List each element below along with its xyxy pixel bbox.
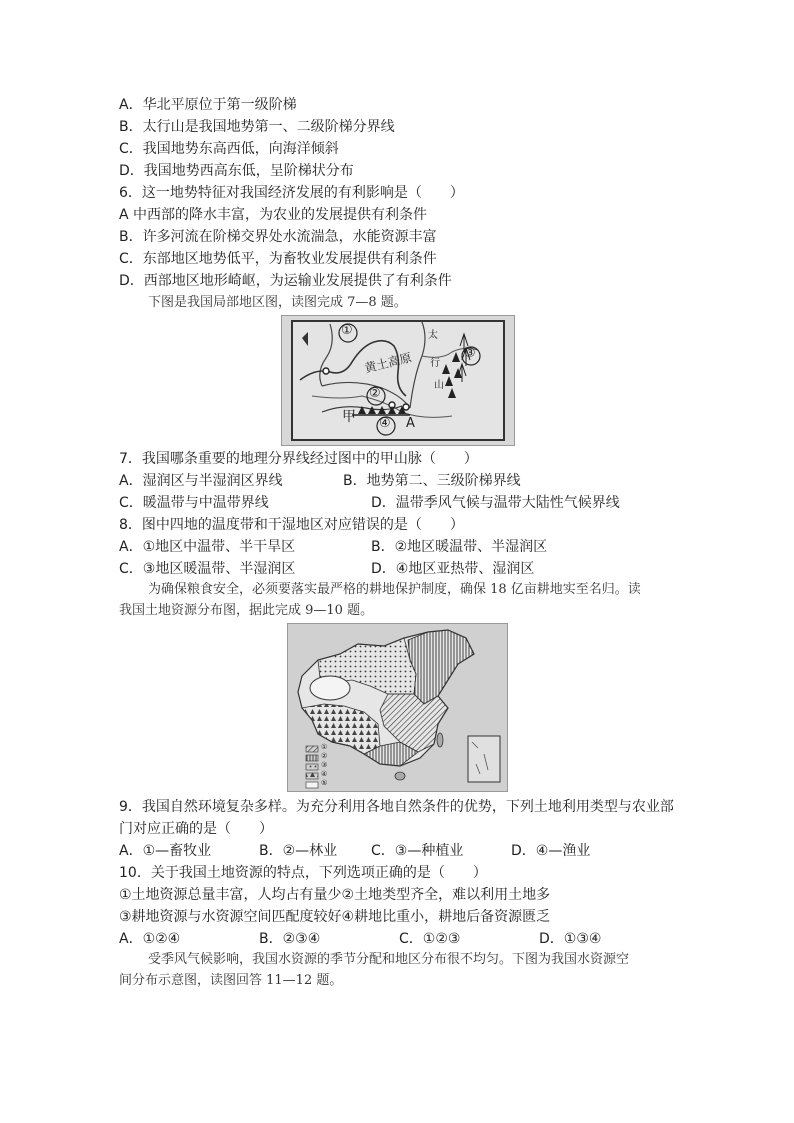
q9-option-c: C．③—种植业 [371, 843, 464, 859]
q7-option-d: D．温带季风气候与温带大陆性气候界线 [371, 495, 620, 511]
q5-option-b: B．太行山是我国地势第一、二级阶梯分界线 [119, 119, 395, 135]
q7-option-a: A．湿润区与半湿润区界线 [119, 473, 283, 489]
map1-label-shan: 山 [434, 380, 444, 391]
q8-option-c: C．③地区暖温带、半湿润区 [119, 561, 296, 577]
map1-label-3: ③ [464, 346, 476, 361]
q6-option-d: D．西部地区地形崎岖，为运输业发展提供了有利条件 [119, 273, 452, 289]
map1-label-plateau: 黄土高原 [363, 350, 414, 376]
map2-legend-item: ① [321, 743, 328, 751]
intro-7-8: 下图是我国局部地区图，读图完成 7—8 题。 [148, 295, 407, 310]
q5-option-c: C．我国地势东高西低，向海洋倾斜 [119, 141, 339, 157]
intro-11-12-line2: 间分布示意图，读图回答 11—12 题。 [119, 973, 343, 988]
q7-option-c: C．暖温带与中温带界线 [119, 495, 269, 511]
q10-option-b: B．②③④ [259, 931, 321, 947]
q9-stem-line2: 门对应正确的是（ ） [119, 821, 273, 837]
map2-legend-item: ③ [321, 761, 328, 769]
q8-option-a: A．①地区中温带、半干旱区 [119, 539, 296, 555]
q6-option-b: B．许多河流在阶梯交界处水流湍急，水能资源丰富 [119, 229, 437, 245]
map1-label-a: A [406, 416, 415, 431]
map1-label-2: ② [369, 386, 381, 401]
q7-stem: 7．我国哪条重要的地理分界线经过图中的甲山脉（ ） [119, 451, 478, 467]
q10-option-c: C．①②③ [399, 931, 461, 947]
q7-option-b: B．地势第二、三级阶梯界线 [343, 473, 521, 489]
q5-option-d: D．我国地势西高东低，呈阶梯状分布 [119, 163, 354, 179]
q8-stem: 8．图中四地的温度带和干湿地区对应错误的是（ ） [119, 517, 464, 533]
map1-label-jia: 甲 [342, 409, 356, 425]
regional-map-drawing [282, 316, 514, 445]
map1-label-hang: 行 [430, 358, 440, 369]
intro-9-10-line1: 为确保粮食安全，必须要落实最严格的耕地保护制度，确保 18 亿亩耕地实至名归。读 [148, 582, 641, 597]
q6-option-c: C．东部地区地势低平，为畜牧业发展提供有利条件 [119, 251, 437, 267]
map1-label-tai: 太 [428, 330, 438, 341]
q6-option-a: A 中西部的降水丰富，为农业的发展提供有利条件 [119, 207, 428, 223]
land-resources-map-figure [287, 623, 508, 792]
q10-option-d: D．①③④ [539, 931, 602, 947]
map2-legend [321, 743, 327, 788]
intro-9-10-line2: 我国土地资源分布图，据此完成 9—10 题。 [119, 603, 374, 618]
q6-stem: 6．这一地势特征对我国经济发展的有利影响是（ ） [119, 185, 464, 201]
q5-option-a: A．华北平原位于第一级阶梯 [119, 97, 297, 113]
map2-legend-item: ④ [321, 770, 328, 778]
map2-legend-item: ⑤ [321, 779, 328, 787]
q10-statement-line2: ③耕地资源与水资源空间匹配度较好④耕地比重小，耕地后备资源匮乏 [119, 909, 551, 925]
q10-statement-line1: ①土地资源总量丰富，人均占有量少②土地类型齐全，难以利用土地多 [119, 887, 551, 903]
regional-map-figure [281, 315, 515, 446]
q10-stem: 10．关于我国土地资源的特点，下列选项正确的是（ ） [119, 865, 487, 881]
q9-option-d: D．④—渔业 [511, 843, 591, 859]
q9-stem-line1: 9．我国自然环境复杂多样。为充分利用各地自然条件的优势，下列土地利用类型与农业部 [119, 799, 674, 815]
q9-option-a: A．①—畜牧业 [119, 843, 212, 859]
map2-legend-item: ② [321, 752, 328, 760]
q9-option-b: B．②—林业 [259, 843, 338, 859]
q8-option-d: D．④地区亚热带、湿润区 [371, 561, 535, 577]
map1-label-1: ① [341, 323, 353, 338]
q8-option-b: B．②地区暖温带、半湿润区 [371, 539, 548, 555]
map1-label-4: ④ [379, 416, 391, 431]
intro-11-12-line1: 受季风气候影响，我国水资源的季节分配和地区分布很不均匀。下图为我国水资源空 [148, 952, 630, 967]
q10-option-a: A．①②④ [119, 931, 181, 947]
